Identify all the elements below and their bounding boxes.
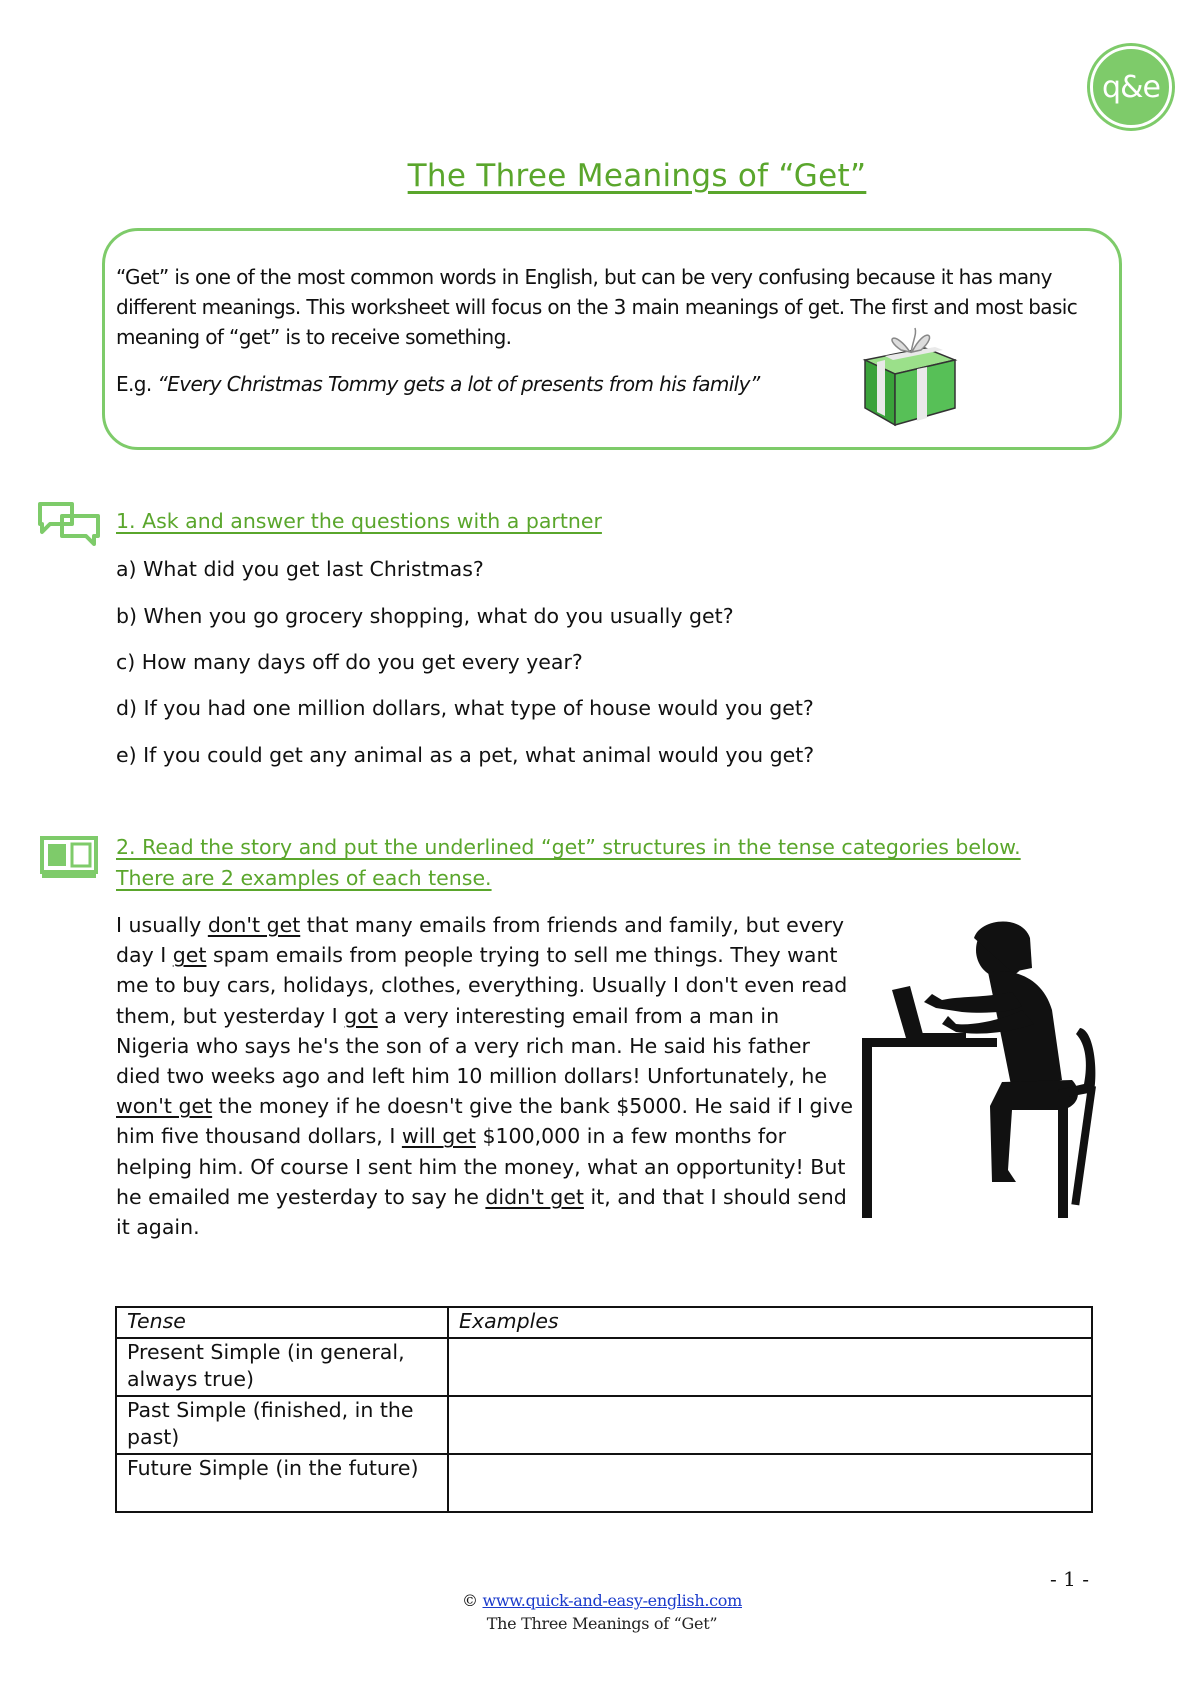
footer-copyright: © www.quick-and-easy-english.com <box>462 1591 742 1610</box>
intro-example <box>116 372 760 396</box>
book-reading-icon <box>40 836 98 880</box>
table-row <box>116 1454 1092 1512</box>
example-label: E.g. <box>116 372 158 396</box>
page-title: The Three Meanings of “Get” <box>407 158 867 194</box>
section2-heading <box>116 832 1021 894</box>
underlined-get: didn't get <box>485 1184 584 1209</box>
qe-logo: q&e <box>1090 46 1172 128</box>
table-row <box>116 1396 1092 1454</box>
table-row <box>116 1338 1092 1396</box>
question-a: a) What did you get last Christmas? <box>116 557 484 581</box>
page-number: - 1 - <box>1050 1567 1089 1591</box>
story-paragraph: I usually don't get that many emails from friends and family, but every day I get spam emails from people trying to sell me things. They want me to buy cars, holidays, clothes, everything. Usually I don't even read them, but yesterday I got a very interesting email from a man in Nigeria who says he's the son of a very rich man. He said his father died two weeks ago and left him 10 million dollars! Unfortunately, he won't get the money if he doesn't give the bank $5000. He said if I give him five thousand dollars, I will get $100,000 in a few months for helping him. Of course I sent him the money, what an opportunity! But he emailed me yesterday to say he didn't get it, and that I should send it again. <box>116 913 853 1240</box>
speech-bubbles-icon <box>36 500 102 546</box>
underlined-get: got <box>344 1003 378 1028</box>
person-at-laptop-silhouette <box>862 920 1122 1220</box>
section2-heading-line2: There are 2 examples of each tense. <box>116 866 492 890</box>
example-quote: “Every Christmas Tommy gets a lot of presents from his family” <box>157 372 760 396</box>
footer-doc-title: The Three Meanings of “Get” <box>486 1614 718 1633</box>
section1-heading: 1. Ask and answer the questions with a partner <box>116 509 602 533</box>
underlined-get: don't get <box>207 913 301 937</box>
tense-cell: Past Simple (finished, in the past) <box>116 1396 448 1454</box>
question-b: b) When you go grocery shopping, what do you usually get? <box>116 604 734 628</box>
examples-cell[interactable] <box>448 1396 1092 1454</box>
table-header-examples: Examples <box>448 1307 1092 1338</box>
intro-text: “Get” is one of the most common words in English, but can be very confusing because it has many different meanings. This worksheet will focus on the 3 main meanings of get. The first and most basic meaning of “get” is to receive something. <box>116 265 1078 349</box>
tense-cell: Present Simple (in general, always true) <box>116 1338 448 1396</box>
examples-cell[interactable] <box>448 1454 1092 1512</box>
question-c: c) How many days off do you get every year? <box>116 650 583 674</box>
question-d: d) If you had one million dollars, what type of house would you get? <box>116 696 814 720</box>
examples-cell[interactable] <box>448 1338 1092 1396</box>
question-e: e) If you could get any animal as a pet, what animal would you get? <box>116 743 815 767</box>
table-header-tense: Tense <box>116 1307 448 1338</box>
section2-heading-line1: 2. Read the story and put the underlined “get” structures in the tense categories below. <box>116 835 1021 859</box>
underlined-get: won't get <box>116 1094 213 1119</box>
underlined-get: will get <box>401 1124 476 1149</box>
website-link[interactable]: www.quick-and-easy-english.com <box>482 1591 742 1610</box>
gift-icon <box>855 320 965 430</box>
tense-cell: Future Simple (in the future) <box>116 1454 448 1512</box>
tense-table <box>115 1306 1093 1513</box>
underlined-get: get <box>172 943 207 968</box>
